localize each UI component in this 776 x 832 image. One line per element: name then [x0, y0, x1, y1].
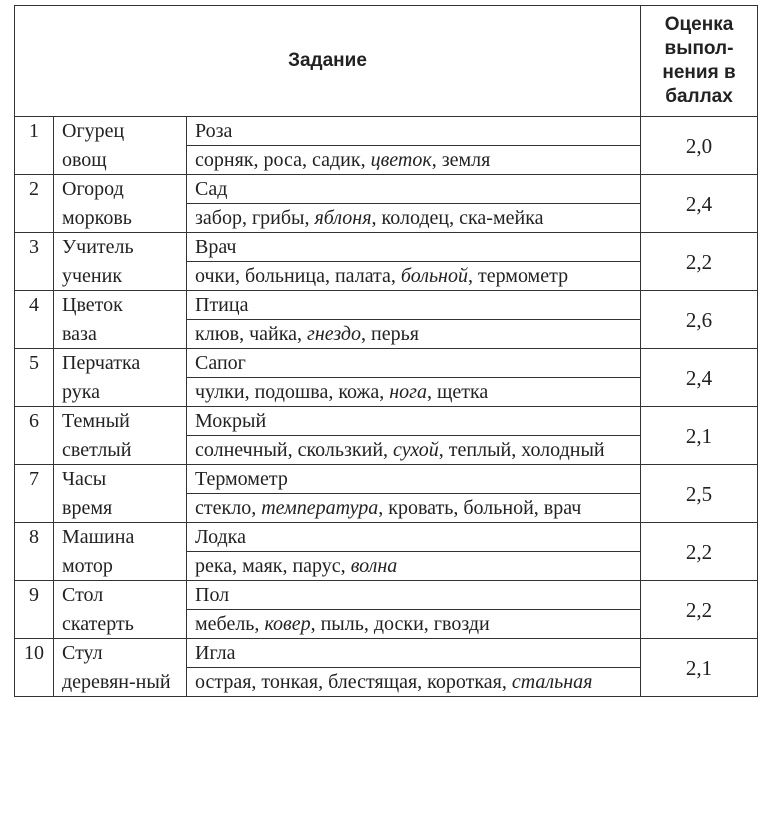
pair-word-b: Термометр: [187, 465, 641, 494]
row-number: 4: [15, 291, 54, 349]
table-row: [15, 291, 758, 320]
table-body: [15, 117, 758, 697]
row-number: 1: [15, 117, 54, 175]
score-value: 2,4: [641, 175, 758, 233]
score-value: 2,6: [641, 291, 758, 349]
pair-word-c: ученик: [54, 262, 187, 291]
table-row: [15, 581, 758, 610]
option-text: , колодец, ска-мейка: [371, 207, 544, 229]
pair-word-a: Стол: [54, 581, 187, 610]
option-text: мебель,: [195, 613, 265, 635]
correct-answer: ковер: [264, 613, 311, 635]
correct-answer: цветок: [370, 149, 432, 171]
score-value: 2,1: [641, 407, 758, 465]
correct-answer: гнездо: [307, 323, 362, 345]
answer-options: [187, 146, 641, 175]
correct-answer: стальная: [511, 671, 593, 693]
answer-options: [187, 610, 641, 639]
pair-word-c: морковь: [54, 204, 187, 233]
answer-options: [187, 378, 641, 407]
option-text: острая, тонкая, блестящая, короткая,: [195, 671, 512, 693]
pair-word-a: Перчатка: [54, 349, 187, 378]
row-number: 6: [15, 407, 54, 465]
table-row: [15, 175, 758, 204]
pair-word-b: Мокрый: [187, 407, 641, 436]
option-text: клюв, чайка,: [195, 323, 308, 345]
answer-options: [187, 320, 641, 349]
pair-word-b: Птица: [187, 291, 641, 320]
row-number: 5: [15, 349, 54, 407]
pair-word-c: мотор: [54, 552, 187, 581]
answer-options: [187, 436, 641, 465]
pair-word-b: Сапог: [187, 349, 641, 378]
option-text: забор, грибы,: [195, 207, 315, 229]
pair-word-a: Стул: [54, 639, 187, 668]
option-text: , земля: [431, 149, 491, 171]
correct-answer: нога: [389, 381, 427, 403]
score-value: 2,2: [641, 523, 758, 581]
score-value: 2,2: [641, 581, 758, 639]
pair-word-c: время: [54, 494, 187, 523]
pair-word-b: Игла: [187, 639, 641, 668]
correct-answer: больной: [400, 265, 468, 287]
option-text: , теплый, холодный: [438, 439, 605, 461]
row-number: 3: [15, 233, 54, 291]
score-value: 2,2: [641, 233, 758, 291]
option-text: очки, больница, палата,: [195, 265, 401, 287]
answer-options: [187, 204, 641, 233]
pair-word-b: Врач: [187, 233, 641, 262]
row-number: 7: [15, 465, 54, 523]
pair-word-a: Учитель: [54, 233, 187, 262]
row-number: 10: [15, 639, 54, 697]
table-row: [15, 407, 758, 436]
score-value: 2,1: [641, 639, 758, 697]
table-row: [15, 465, 758, 494]
option-text: , термометр: [467, 265, 569, 287]
analogies-table: [14, 5, 758, 697]
pair-word-b: Пол: [187, 581, 641, 610]
pair-word-b: Роза: [187, 117, 641, 146]
correct-answer: сухой: [393, 439, 439, 461]
option-text: стекло,: [195, 497, 262, 519]
pair-word-a: Цветок: [54, 291, 187, 320]
score-header: Оценка выпол-нения в баллах: [641, 6, 758, 117]
pair-word-c: деревян-ный: [54, 668, 187, 697]
row-number: 2: [15, 175, 54, 233]
score-value: 2,5: [641, 465, 758, 523]
pair-word-c: овощ: [54, 146, 187, 175]
answer-options: [187, 262, 641, 291]
table-row: [15, 349, 758, 378]
pair-word-c: ваза: [54, 320, 187, 349]
table-row: [15, 233, 758, 262]
pair-word-a: Огород: [54, 175, 187, 204]
pair-word-a: Темный: [54, 407, 187, 436]
correct-answer: волна: [350, 555, 398, 577]
option-text: река, маяк, парус,: [195, 555, 351, 577]
answer-options: [187, 552, 641, 581]
header-row: [15, 6, 758, 117]
score-value: 2,0: [641, 117, 758, 175]
pair-word-a: Огурец: [54, 117, 187, 146]
option-text: , щетка: [426, 381, 489, 403]
correct-answer: температура: [261, 497, 379, 519]
table-row: [15, 523, 758, 552]
option-text: , пыль, доски, гвозди: [310, 613, 490, 635]
option-text: чулки, подошва, кожа,: [195, 381, 390, 403]
option-text: , кровать, больной, врач: [378, 497, 582, 519]
option-text: сорняк, роса, садик,: [195, 149, 371, 171]
row-number: 8: [15, 523, 54, 581]
option-text: солнечный, скользкий,: [195, 439, 394, 461]
pair-word-b: Сад: [187, 175, 641, 204]
answer-options: [187, 494, 641, 523]
table-row: [15, 117, 758, 146]
task-header: Задание: [15, 6, 641, 117]
correct-answer: яблоня: [314, 207, 372, 229]
pair-word-a: Часы: [54, 465, 187, 494]
option-text: , перья: [361, 323, 419, 345]
score-value: 2,4: [641, 349, 758, 407]
row-number: 9: [15, 581, 54, 639]
table-row: [15, 639, 758, 668]
pair-word-c: рука: [54, 378, 187, 407]
pair-word-a: Машина: [54, 523, 187, 552]
pair-word-b: Лодка: [187, 523, 641, 552]
pair-word-c: скатерть: [54, 610, 187, 639]
answer-options: [187, 668, 641, 697]
pair-word-c: светлый: [54, 436, 187, 465]
